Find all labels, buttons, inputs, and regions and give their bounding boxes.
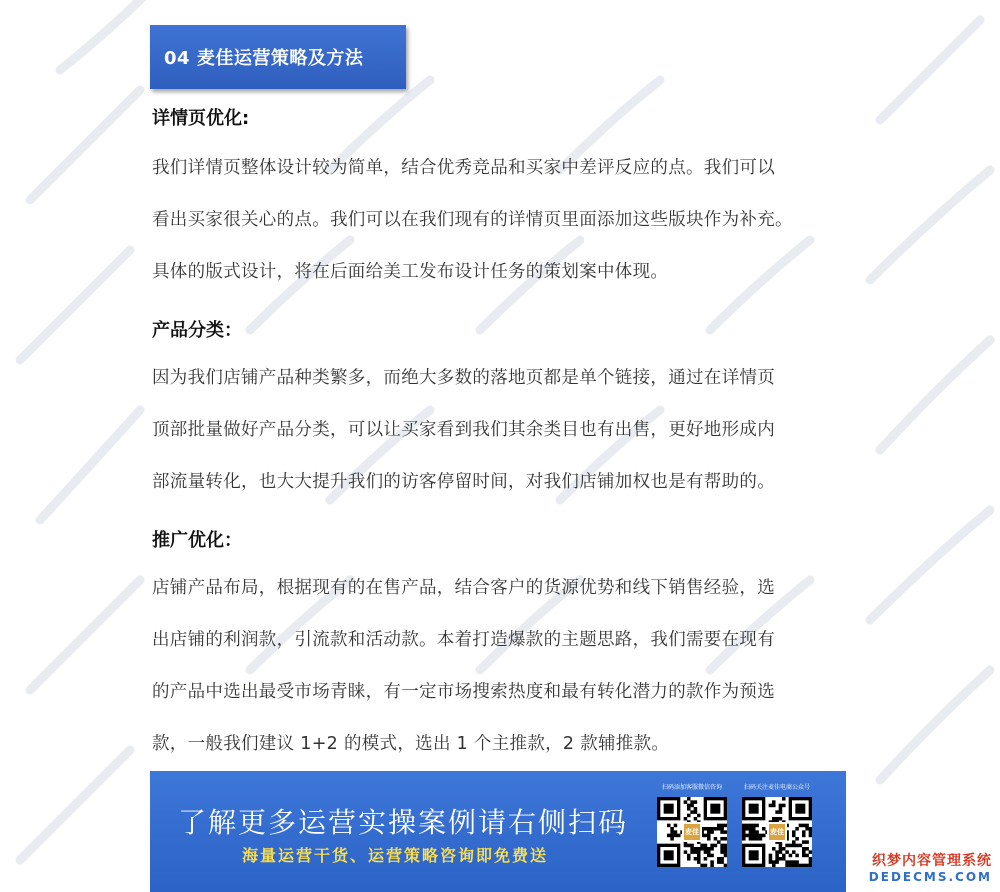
qr-logo-label: 麦佳: [770, 828, 784, 836]
qr-left-caption: 扫码添加客服微信咨询: [661, 784, 722, 791]
paragraph-promotion: [152, 562, 857, 770]
paragraph-line: 部流量转化，也大大提升我们的访客停留时间，对我们店铺加权也是有帮助的。: [152, 472, 775, 492]
paragraph-line: 具体的版式设计，将在后面给美工发布设计任务的策划案中体现。: [152, 262, 669, 282]
heading-detail-page: 详情页优化:: [152, 108, 250, 129]
paragraph-line: 款，一般我们建议 1+2 的模式，选出 1 个主推款，2 款辅推款。: [152, 734, 670, 754]
paragraph-line: 的产品中选出最受市场青睐，有一定市场搜索热度和最有转化潜力的款作为预选: [152, 682, 775, 702]
site-watermark-logo: [857, 850, 992, 888]
banner-subtitle: 海量运营干货、运营策略咨询即免费送: [242, 846, 549, 865]
paragraph-line: 因为我们店铺产品种类繁多，而绝大多数的落地页都是单个链接，通过在详情页: [152, 368, 775, 388]
qr-code-icon[interactable]: [742, 797, 812, 867]
qr-logo-label: 麦佳: [685, 828, 699, 836]
paragraph-line: 店铺产品布局，根据现有的在售产品，结合客户的货源优势和线下销售经验，选: [152, 578, 775, 598]
paragraph-line: 看出买家很关心的点。我们可以在我们现有的详情页里面添加这些版块作为补充。: [152, 210, 793, 230]
banner-title: 了解更多运营实操案例请右侧扫码: [178, 806, 629, 839]
heading-promotion: 推广优化：: [152, 530, 242, 551]
section-title-text: 04 麦佳运营策略及方法: [164, 48, 364, 69]
paragraph-line: 我们详情页整体设计较为简单，结合优秀竞品和买家中差评反应的点。我们可以: [152, 158, 775, 178]
heading-product-category: 产品分类：: [152, 320, 242, 341]
site-watermark-cn: 织梦内容管理系统: [872, 853, 992, 869]
site-watermark-en: DEDECMS.COM: [868, 870, 992, 884]
paragraph-line: 顶部批量做好产品分类，可以让买家看到我们其余类目也有出售，更好地形成内: [152, 420, 775, 440]
qr-right[interactable]: [732, 783, 822, 867]
paragraph-product-category: [152, 352, 857, 508]
qr-code-icon[interactable]: [657, 797, 727, 867]
paragraph-line: 出店铺的利润款，引流款和活动款。本着打造爆款的主题思路，我们需要在现有: [152, 630, 775, 650]
paragraph-detail-page: [152, 142, 857, 298]
section-title: [150, 25, 406, 89]
qr-left[interactable]: [647, 783, 737, 867]
qr-right-caption: 扫码关注麦佳电商公众号: [743, 784, 810, 791]
promo-banner[interactable]: [150, 771, 846, 892]
